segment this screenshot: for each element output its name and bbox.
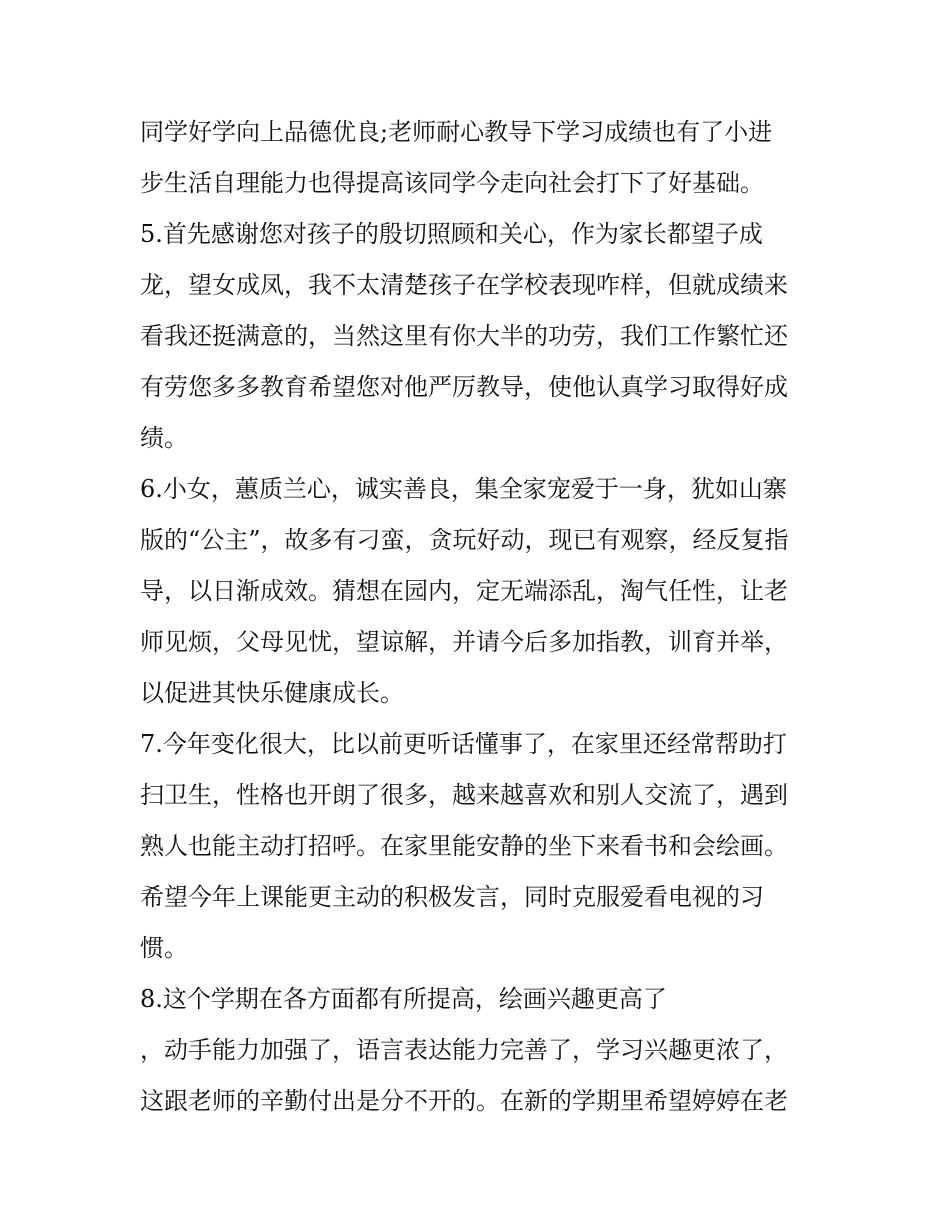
- text-line: 这跟老师的辛勤付出是分不开的。在新的学期里希望婷婷在老: [140, 1087, 788, 1115]
- text-line: 版的“公主”，故多有刁蛮，贪玩好动，现已有观察，经反复指: [140, 526, 789, 554]
- text-line: 6.小女，蕙质兰心，诚实善良，集全家宠爱于一身，犹如山寨: [140, 475, 787, 503]
- text-line: 扫卫生，性格也开朗了很多，越来越喜欢和别人交流了，遇到: [140, 781, 788, 809]
- body-text: [140, 107, 820, 1127]
- text-line: 同学好学向上品德优良;老师耐心教导下学习成绩也有了小进: [140, 118, 773, 146]
- text-line: 惯。: [140, 934, 188, 962]
- text-line: 龙，望女成凤，我不太清楚孩子在学校表现咋样，但就成绩来: [140, 271, 788, 299]
- text-line: ，动手能力加强了，语言表达能力完善了，学习兴趣更浓了，: [140, 1036, 788, 1064]
- text-line: 8.这个学期在各方面都有所提高，绘画兴趣更高了: [140, 985, 667, 1013]
- text-line: 师见烦，父母见忧，望谅解，并请今后多加指教，训育并举，: [140, 628, 788, 656]
- text-line: 绩。: [140, 424, 188, 452]
- text-line: 希望今年上课能更主动的积极发言，同时克服爱看电视的习: [140, 883, 764, 911]
- text-line: 看我还挺满意的，当然这里有你大半的功劳，我们工作繁忙还: [140, 322, 788, 350]
- text-line: 5.首先感谢您对孩子的殷切照顾和关心，作为家长都望子成: [140, 220, 763, 248]
- text-line: 导，以日渐成效。猜想在园内，定无端添乱，淘气任性，让老: [140, 577, 788, 605]
- text-line: 有劳您多多教育希望您对他严厉教导，使他认真学习取得好成: [140, 373, 788, 401]
- text-line: 以促进其快乐健康成长。: [140, 679, 404, 707]
- text-line: 7.今年变化很大，比以前更听话懂事了，在家里还经常帮助打: [140, 730, 787, 758]
- text-line: 熟人也能主动打招呼。在家里能安静的坐下来看书和会绘画。: [140, 832, 788, 860]
- text-line: 步生活自理能力也得提高该同学今走向社会打下了好基础。: [140, 169, 764, 197]
